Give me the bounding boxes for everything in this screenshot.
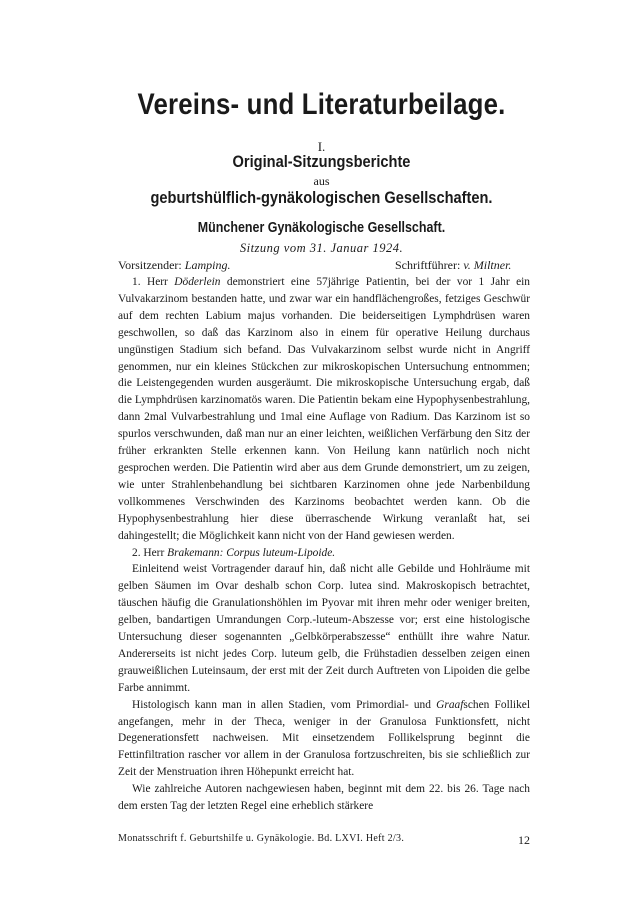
item-1-speaker: Döderlein [174,276,221,288]
secretary [395,258,511,273]
chair-label: Vorsitzender: [118,258,185,272]
society-heading: Münchener Gynäkologische Gesellschaft. [197,220,446,236]
item-2-heading [118,545,530,562]
item-2-title: Brakemann: Corpus luteum-Lipoide. [167,546,336,559]
article-body [118,274,530,815]
page-title: Vereins- und Literaturbeilage. [137,88,506,121]
section-heading-line2: geburtshülflich-gynäkologischen Gesellschaften. [150,188,493,207]
paragraph-3-b: schen Follikel angefangen, mehr in der Theca, weniger in der Granulosa Funktionsfett, nicht Degenerationsfett nachweisen. Mit einsetzendem Follikelsprung beginnt die Fettinfiltration rascher vor allem in der Granulosa fortzuschreiten, bis sie schließlich zur Zeit der Menstruation ihren Höhepunkt erreicht hat. [118,698,530,779]
section-number: I. [317,139,326,154]
paragraph-2: Einleitend weist Vortragender darauf hin, daß nicht alle Gebilde und Hohlräume mit gelben Säumen im Ovar deshalb schon Corp. lutea sind. Makroskopisch betrachtet, täuschen häufig die Granulationshöhlen im Pyovar mit ihren mehr oder weniger breiten, gelben, bandartigen Umrandungen Corp.-luteum-Abszesse vor; erst eine histologische Untersuchung dieser sogenannten „Gelbkörperabszesse“ enthüllt ihre wahre Natur. Andererseits ist nicht jedes Corp. luteum gelb, die Frühstadien desselben zeigen einen grauweißlichen Luteinsaum, der erst mit der Zeit durch Auftreten von Lipoiden die gelbe Farbe annimmt. [118,563,530,694]
item-2-prefix: 2. Herr [132,546,168,559]
item-1-paragraph [118,274,530,545]
item-1-text: demonstriert eine 57jährige Patientin, bei der vor 1 Jahr ein Vulvakarzinom bestanden hatte, und zwar war ein handflächengroßes, fetziges Geschwür auf dem rechten Labium majus vorhanden. Die beiderseitigen Lymphdrüsen waren geschwollen, so daß das Karzinom also in einem für operative Heilung durchaus ungünstigen Stadium sich befand. Das Vulvakarzinom selbst wurde nicht in Angriff genommen, nur ein kleines Stückchen zur mikroskopischen Untersuchung entnommen; die Leistengegenden wurden ausgeräumt. Die mikroskopische Untersuchung ergab, daß die Lymphdrüsen karzinomatös waren. Die Patientin bekam eine Hypophysenbestrahlung, dann 2mal Vulvarbestrahlung und 1mal eine Auflage von Radium. Das Karzinom ist so spurlos verschwunden, daß man nur an einer leichten, weißlichen Verfärbung den Sitz der früher erkrankten Stelle erkennen kann. Von Heilung kann natürlich noch nicht gesprochen werden. Die Patientin wird aber aus dem Grunde demonstriert, um zu zeigen, wie unter Strahlenbehandlung bei sichtbaren Karzinomen ohne jede Narbenbildung vollkommenes Verschwinden des Karzinoms beobachtet werden kann. Ob die Hypophysenbestrahlung hier diese überraschende Wirkung veranlaßt hat, sei dahingestellt; die Möglichkeit kann nicht von der Hand gewiesen werden. [118,276,531,542]
paragraph-3 [118,697,530,782]
session-date: Sitzung vom 31. Januar 1924. [239,241,404,255]
item-1-prefix: 1. Herr [132,276,175,288]
paragraph-3-a: Histologisch kann man in allen Stadien, vom Primordial- und [132,698,437,711]
footer-source: Monatsschrift f. Geburtshilfe u. Gynäkologie. Bd. LXVI. Heft 2/3. [118,833,405,844]
secretary-label: Schriftführer: [395,258,464,272]
secretary-name: v. Miltner. [463,258,512,272]
paragraph-4: Wie zahlreiche Autoren nachgewiesen haben, beginnt mit dem 22. bis 26. Tage nach dem ersten Tag der letzten Regel eine erheblich stärkere [118,783,530,813]
chair-name: Lamping. [184,258,231,272]
chair [118,258,230,273]
section-heading-aus: aus [313,174,330,188]
section-heading-line1: Original-Sitzungsberichte [232,152,411,171]
page-number: 12 [518,833,530,847]
paragraph-3-graaf: Graaf [436,698,464,711]
